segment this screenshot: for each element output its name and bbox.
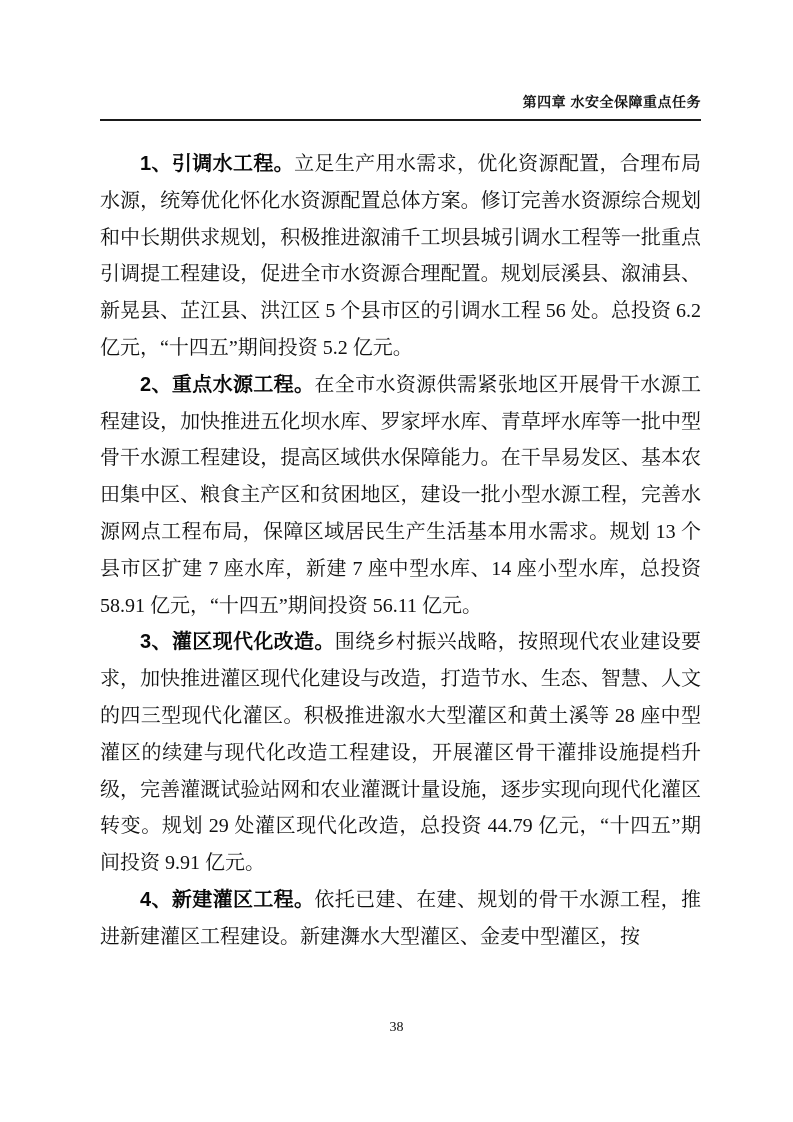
paragraph-1-text: 立足生产用水需求，优化资源配置，合理布局水源，统筹优化怀化水资源配置总体方案。修订完善水资源综合规划和中长期供求规划，积极推进溆浦千工坝县城引调水工程等一批重点引调提工程建设，促进全市水资源合理配置。规划辰溪县、溆浦县、新晃县、芷江县、洪江区 5 个县市区的引调水工程 56 处。总投资 6.2 亿元，“十四五”期间投资 5.2 亿元。 [100, 153, 702, 359]
paragraph-2-heading: 2、重点水源工程。 [140, 373, 315, 396]
paragraph-3-heading: 3、灌区现代化改造。 [140, 631, 335, 654]
header-rule [100, 119, 701, 121]
page-number: 38 [389, 1020, 404, 1035]
chapter-running-header: 第四章 水安全保障重点任务 [522, 94, 701, 110]
paragraph-3-text: 围绕乡村振兴战略，按照现代农业建设要求，加快推进灌区现代化建设与改造，打造节水、生态、智慧、人文的四三型现代化灌区。积极推进溆水大型灌区和黄土溪等 28 座中型灌区的续建与现代化改造工程建设，开展灌区骨干灌排设施提档升级，完善灌溉试验站网和农业灌溉计量设施，逐步实现向现代化灌区转变。规划 29 处灌区现代化改造，总投资 44.79 亿元，“十四五”期间投资 9.91 亿元。 [100, 631, 701, 875]
paragraph-2 [100, 367, 701, 625]
paragraph-1-heading: 1、引调水工程。 [140, 153, 295, 175]
paragraph-4 [100, 882, 701, 956]
paragraph-4-text: 依托已建、在建、规划的骨干水源工程，推进新建灌区工程建设。新建㵲水大型灌区、金麦中型灌区，按 [100, 888, 702, 948]
document-body [100, 146, 701, 956]
paragraph-4-heading: 4、新建灌区工程。 [140, 888, 315, 911]
paragraph-2-text: 在全市水资源供需紧张地区开展骨干水源工程建设，加快推进五化坝水库、罗家坪水库、青草坪水库等一批中型骨干水源工程建设，提高区域供水保障能力。在干旱易发区、基本农田集中区、粮食主产区和贫困地区，建设一批小型水源工程，完善水源网点工程布局，保障区域居民生产生活基本用水需求。规划 13 个县市区扩建 7 座水库，新建 7 座中型水库、14 座小型水库，总投资 58.91 亿元，“十四五”期间投资 56.11 亿元。 [100, 373, 702, 617]
paragraph-3 [100, 624, 701, 882]
paragraph-1 [100, 146, 701, 367]
page-footer [0, 1020, 793, 1036]
